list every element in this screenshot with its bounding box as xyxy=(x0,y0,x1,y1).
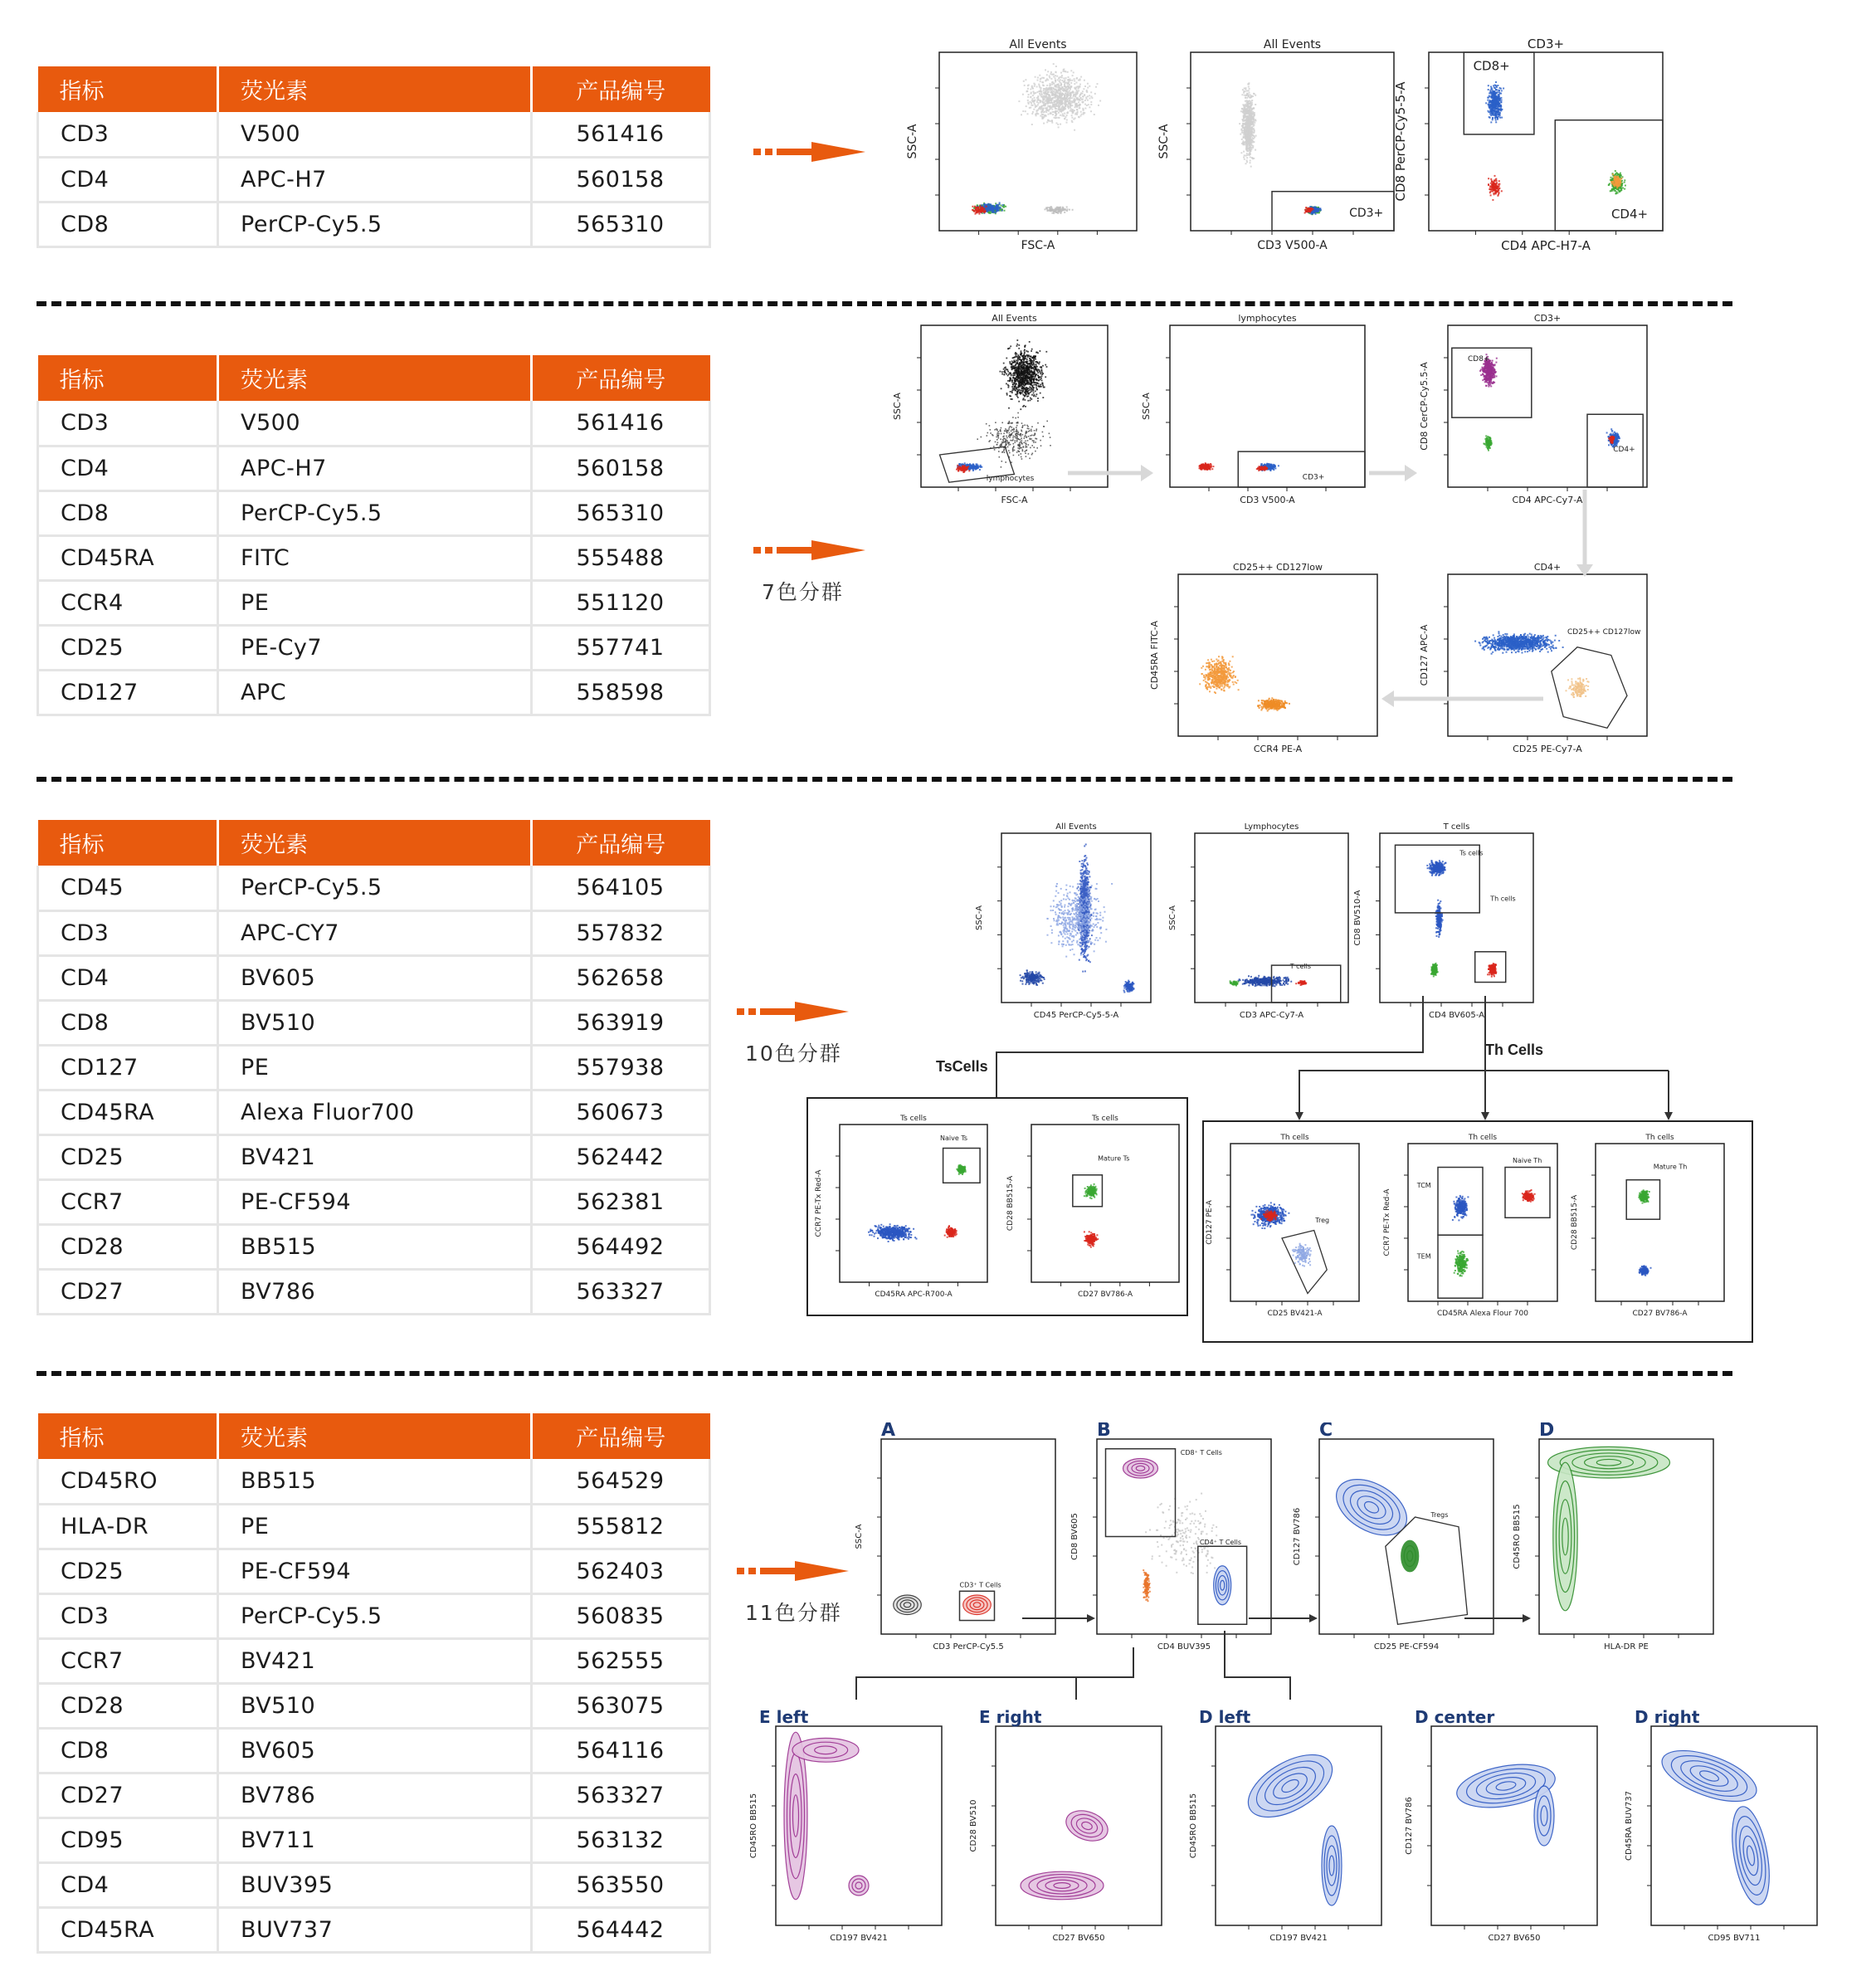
header-fluor: 荧光素 xyxy=(218,355,532,401)
cell-catalog: 565310 xyxy=(532,202,710,246)
y-axis-label: CD127 BV786 xyxy=(1405,1797,1414,1855)
cell-catalog: 560158 xyxy=(532,157,710,202)
header-fluor: 荧光素 xyxy=(218,1413,532,1459)
cell-catalog: 558598 xyxy=(532,670,710,715)
x-axis-label: CD197 BV421 xyxy=(1269,1934,1328,1943)
x-axis-label: CD25 PE-Cy7-A xyxy=(1513,744,1582,754)
cell-marker: CCR7 xyxy=(38,1638,218,1683)
panel-letter: E left xyxy=(759,1710,809,1727)
panel-letter: D left xyxy=(1199,1710,1251,1727)
gate-label: Treg xyxy=(1315,1217,1330,1224)
gate-label: CD3+ xyxy=(1302,473,1325,482)
x-axis-label: CD27 BV786-A xyxy=(1632,1310,1688,1318)
y-axis-label: CD45RA BUV737 xyxy=(1625,1790,1634,1861)
cell-fluor: BV510 xyxy=(218,1000,532,1045)
gate-label: CD4+ xyxy=(1610,206,1649,222)
cell-marker: CD4 xyxy=(38,157,218,202)
plot-title: Lymphocytes xyxy=(1244,822,1299,832)
cell-marker: CD28 xyxy=(38,1683,218,1728)
cell-marker: CD45RA xyxy=(38,1907,218,1952)
cell-fluor: PE xyxy=(218,580,532,625)
gate-label: Ts cells xyxy=(1459,849,1484,857)
x-axis-label: CD25 BV421-A xyxy=(1267,1310,1323,1318)
cell-catalog: 561416 xyxy=(532,401,710,446)
cell-fluor: BV605 xyxy=(218,1728,532,1773)
cell-marker: CD28 xyxy=(38,1224,218,1269)
caption-10-color: 10色分群 xyxy=(745,1042,842,1066)
cell-marker: CD45RA xyxy=(38,535,218,580)
header-indicator: 指标 xyxy=(38,66,218,112)
y-axis-label: CD28 BV510 xyxy=(969,1799,978,1852)
cell-fluor: Alexa Fluor700 xyxy=(218,1090,532,1134)
gate-label: CD8⁺ T Cells xyxy=(1180,1448,1222,1456)
gate-label: CD3⁺ T Cells xyxy=(959,1581,1001,1589)
panel-letter: E right xyxy=(979,1710,1042,1727)
x-axis-label: CD45RA Alexa Flour 700 xyxy=(1437,1310,1528,1318)
plot-title: lymphocytes xyxy=(1238,313,1297,324)
cell-catalog: 557741 xyxy=(532,625,710,670)
gate-label: TCM xyxy=(1416,1182,1431,1190)
caption-7-color: 7色分群 xyxy=(762,580,844,604)
cell-catalog: 562403 xyxy=(532,1549,710,1593)
x-axis-label: CD4 BUV395 xyxy=(1157,1642,1211,1652)
cell-marker: CD45 xyxy=(38,866,218,910)
cell-catalog: 557938 xyxy=(532,1045,710,1090)
x-axis-label: CD4 APC-Cy7-A xyxy=(1512,495,1583,505)
x-axis-label: CD3 APC-Cy7-A xyxy=(1239,1011,1304,1020)
cell-catalog: 560835 xyxy=(532,1593,710,1638)
ts-cells-label: TsCells xyxy=(936,1058,988,1075)
gate-label: Naive Th xyxy=(1513,1156,1542,1164)
cell-marker: CD3 xyxy=(38,401,218,446)
cell-fluor: V500 xyxy=(218,112,532,157)
x-axis-label: CD27 BV650 xyxy=(1052,1934,1105,1943)
panel-letter: D center xyxy=(1415,1710,1495,1727)
cell-fluor: BV786 xyxy=(218,1269,532,1314)
y-axis-label: CD8 BV510-A xyxy=(1353,890,1362,946)
cell-fluor: BV421 xyxy=(218,1638,532,1683)
cell-marker: CD4 xyxy=(38,446,218,490)
cell-marker: CD3 xyxy=(38,1593,218,1638)
cell-marker: CD45RA xyxy=(38,1090,218,1134)
cell-marker: HLA-DR xyxy=(38,1504,218,1549)
header-indicator: 指标 xyxy=(38,355,218,401)
y-axis-label: CD127 APC-A xyxy=(1419,624,1430,686)
x-axis-label: CD3 PerCP-Cy5.5 xyxy=(933,1642,1004,1652)
cell-fluor: PerCP-Cy5.5 xyxy=(218,202,532,246)
plot-title: Th cells xyxy=(1645,1134,1674,1142)
plot-title: Ts cells xyxy=(1092,1115,1118,1123)
cell-catalog: 563075 xyxy=(532,1683,710,1728)
gate-label: Mature Ts xyxy=(1098,1154,1130,1163)
gate-label: Th cells xyxy=(1490,895,1516,903)
cell-marker: CD127 xyxy=(38,1045,218,1090)
plot-title: All Events xyxy=(992,313,1037,324)
plot-title: CD3+ xyxy=(1533,313,1562,324)
y-axis-label: CD45RA FITC-A xyxy=(1149,621,1160,690)
gate-label: TEM xyxy=(1416,1252,1431,1261)
x-axis-label: FSC-A xyxy=(1021,239,1055,252)
x-axis-label: FSC-A xyxy=(1001,495,1028,505)
y-axis-label: SSC-A xyxy=(1157,124,1171,159)
gate-label: CD4⁺ T Cells xyxy=(1199,1538,1242,1546)
plot-title: Th cells xyxy=(1468,1134,1498,1142)
cell-catalog: 563919 xyxy=(532,1000,710,1045)
x-axis-label: CD4 BV605-A xyxy=(1429,1011,1484,1020)
x-axis-label: CD3 V500-A xyxy=(1257,239,1328,252)
cell-catalog: 563327 xyxy=(532,1269,710,1314)
x-axis-label: CD45RA APC-R700-A xyxy=(875,1290,953,1299)
y-axis-label: CD127 BV786 xyxy=(1293,1507,1302,1566)
cell-catalog: 551120 xyxy=(532,580,710,625)
cell-fluor: BV711 xyxy=(218,1817,532,1862)
x-axis-label: CD27 BV650 xyxy=(1488,1934,1541,1943)
y-axis-label: SSC-A xyxy=(1141,393,1152,420)
header-catalog: 产品编号 xyxy=(532,66,710,112)
y-axis-label: CD28 BB515-A xyxy=(1571,1194,1579,1251)
y-axis-label: CD8 BV605 xyxy=(1070,1513,1079,1560)
panel-letter: C xyxy=(1319,1422,1333,1441)
cell-fluor: BV421 xyxy=(218,1134,532,1179)
header-indicator: 指标 xyxy=(38,1413,218,1459)
plot-title: Ts cells xyxy=(900,1115,927,1123)
x-axis-label: CD197 BV421 xyxy=(830,1934,888,1943)
cell-marker: CD4 xyxy=(38,1862,218,1907)
cell-catalog: 564105 xyxy=(532,866,710,910)
x-axis-label: CD3 V500-A xyxy=(1240,495,1295,505)
x-axis-label: CCR4 PE-A xyxy=(1253,744,1303,754)
y-axis-label: SSC-A xyxy=(892,393,903,420)
cell-marker: CD8 xyxy=(38,1728,218,1773)
cell-marker: CD127 xyxy=(38,670,218,715)
y-axis-label: SSC-A xyxy=(1168,905,1177,930)
cell-catalog: 562381 xyxy=(532,1179,710,1224)
panel-letter: D xyxy=(1539,1422,1555,1441)
cell-fluor: PerCP-Cy5.5 xyxy=(218,1593,532,1638)
cell-catalog: 564116 xyxy=(532,1728,710,1773)
cell-catalog: 565310 xyxy=(532,490,710,535)
cell-fluor: PE xyxy=(218,1045,532,1090)
header-catalog: 产品编号 xyxy=(532,820,710,866)
caption-11-color: 11色分群 xyxy=(745,1601,842,1625)
gate-label: CD8+ xyxy=(1473,58,1510,74)
cell-fluor: BV605 xyxy=(218,955,532,1000)
gate-label: CD3+ xyxy=(1349,206,1384,220)
plot-title: All Events xyxy=(1263,38,1322,51)
x-axis-label: CD25 PE-CF594 xyxy=(1373,1642,1440,1652)
x-axis-label: CD45 PerCP-Cy5-5-A xyxy=(1033,1011,1119,1020)
x-axis-label: CD27 BV786-A xyxy=(1078,1290,1133,1299)
cell-marker: CD27 xyxy=(38,1773,218,1817)
gate-label: CD4+ xyxy=(1613,446,1635,455)
cell-catalog: 564442 xyxy=(532,1907,710,1952)
cell-catalog: 560673 xyxy=(532,1090,710,1134)
y-axis-label: CD127 PE-A xyxy=(1206,1200,1214,1245)
cell-catalog: 561416 xyxy=(532,112,710,157)
y-axis-label: CCR7 PE-Tx Red-A xyxy=(815,1169,823,1237)
y-axis-label: CD28 BB515-A xyxy=(1006,1175,1015,1232)
header-catalog: 产品编号 xyxy=(532,1413,710,1459)
header-fluor: 荧光素 xyxy=(218,820,532,866)
cell-fluor: BB515 xyxy=(218,1224,532,1269)
cell-marker: CCR4 xyxy=(38,580,218,625)
cell-catalog: 564492 xyxy=(532,1224,710,1269)
plot-title: CD3+ xyxy=(1527,37,1565,51)
gate-label: Tregs xyxy=(1430,1511,1449,1519)
cell-marker: CD8 xyxy=(38,490,218,535)
plot-title: All Events xyxy=(1009,38,1067,51)
y-axis-label: CD45RO BB515 xyxy=(1189,1793,1198,1859)
cell-fluor: BV510 xyxy=(218,1683,532,1728)
cell-marker: CD25 xyxy=(38,625,218,670)
gate-label: Mature Th xyxy=(1653,1163,1688,1171)
cell-catalog: 562658 xyxy=(532,955,710,1000)
cell-fluor: APC xyxy=(218,670,532,715)
cell-catalog: 562442 xyxy=(532,1134,710,1179)
cell-marker: CCR7 xyxy=(38,1179,218,1224)
y-axis-label: CD45RO BB515 xyxy=(1513,1504,1522,1569)
cell-fluor: FITC xyxy=(218,535,532,580)
cell-marker: CD3 xyxy=(38,910,218,955)
plot-title: All Events xyxy=(1055,822,1097,832)
cell-marker: CD45RO xyxy=(38,1459,218,1504)
gate-label: CD8+ xyxy=(1468,354,1490,363)
cell-catalog: 557832 xyxy=(532,910,710,955)
x-axis-label: HLA-DR PE xyxy=(1604,1642,1649,1652)
cell-marker: CD27 xyxy=(38,1269,218,1314)
cell-catalog: 563327 xyxy=(532,1773,710,1817)
gate-label: CD25++ CD127low xyxy=(1567,628,1641,637)
cell-fluor: PerCP-Cy5.5 xyxy=(218,866,532,910)
cell-catalog: 563550 xyxy=(532,1862,710,1907)
x-axis-label: CD4 APC-H7-A xyxy=(1501,238,1591,253)
cell-marker: CD4 xyxy=(38,955,218,1000)
cell-fluor: APC-H7 xyxy=(218,157,532,202)
header-fluor: 荧光素 xyxy=(218,66,532,112)
cell-marker: CD8 xyxy=(38,202,218,246)
plot-title: Th cells xyxy=(1280,1134,1309,1142)
cell-marker: CD3 xyxy=(38,112,218,157)
cell-fluor: APC-CY7 xyxy=(218,910,532,955)
cell-fluor: PE-CF594 xyxy=(218,1549,532,1593)
panel-letter: A xyxy=(881,1422,896,1441)
cell-marker: CD95 xyxy=(38,1817,218,1862)
panel-letter: B xyxy=(1097,1422,1111,1441)
x-axis-label: CD95 BV711 xyxy=(1708,1934,1761,1943)
cell-fluor: BV786 xyxy=(218,1773,532,1817)
gate-label: lymphocytes xyxy=(986,475,1035,484)
cell-catalog: 563132 xyxy=(532,1817,710,1862)
gate-label: Naive Ts xyxy=(940,1134,968,1142)
plot-title: CD25++ CD127low xyxy=(1232,562,1323,573)
y-axis-label: CD8 PerCP-Cy5-5-A xyxy=(1393,81,1408,202)
cell-fluor: BUV395 xyxy=(218,1862,532,1907)
y-axis-label: SSC-A xyxy=(906,124,919,159)
cell-fluor: PE-Cy7 xyxy=(218,625,532,670)
cell-catalog: 555488 xyxy=(532,535,710,580)
cell-fluor: V500 xyxy=(218,401,532,446)
cell-fluor: PE-CF594 xyxy=(218,1179,532,1224)
plot-title: T cells xyxy=(1443,822,1470,832)
y-axis-label: CD45RO BB515 xyxy=(749,1793,758,1859)
cell-catalog: 560158 xyxy=(532,446,710,490)
cell-marker: CD25 xyxy=(38,1134,218,1179)
cell-fluor: BB515 xyxy=(218,1459,532,1504)
header-indicator: 指标 xyxy=(38,820,218,866)
cell-fluor: APC-H7 xyxy=(218,446,532,490)
y-axis-label: CD8 CerCP-Cy5.5-A xyxy=(1419,362,1430,451)
cell-fluor: BUV737 xyxy=(218,1907,532,1952)
cell-catalog: 562555 xyxy=(532,1638,710,1683)
cell-catalog: 564529 xyxy=(532,1459,710,1504)
gate-label: T cells xyxy=(1289,963,1312,971)
y-axis-label: CCR7 PE-Tx Red-A xyxy=(1383,1188,1391,1256)
y-axis-label: SSC-A xyxy=(975,905,984,930)
panel-letter: D right xyxy=(1635,1710,1700,1727)
plot-title: CD4+ xyxy=(1533,562,1562,573)
header-catalog: 产品编号 xyxy=(532,355,710,401)
cell-fluor: PE xyxy=(218,1504,532,1549)
cell-marker: CD8 xyxy=(38,1000,218,1045)
cell-marker: CD25 xyxy=(38,1549,218,1593)
cell-fluor: PerCP-Cy5.5 xyxy=(218,490,532,535)
y-axis-label: SSC-A xyxy=(855,1524,864,1549)
th-cells-label: Th Cells xyxy=(1485,1042,1544,1058)
cell-catalog: 555812 xyxy=(532,1504,710,1549)
